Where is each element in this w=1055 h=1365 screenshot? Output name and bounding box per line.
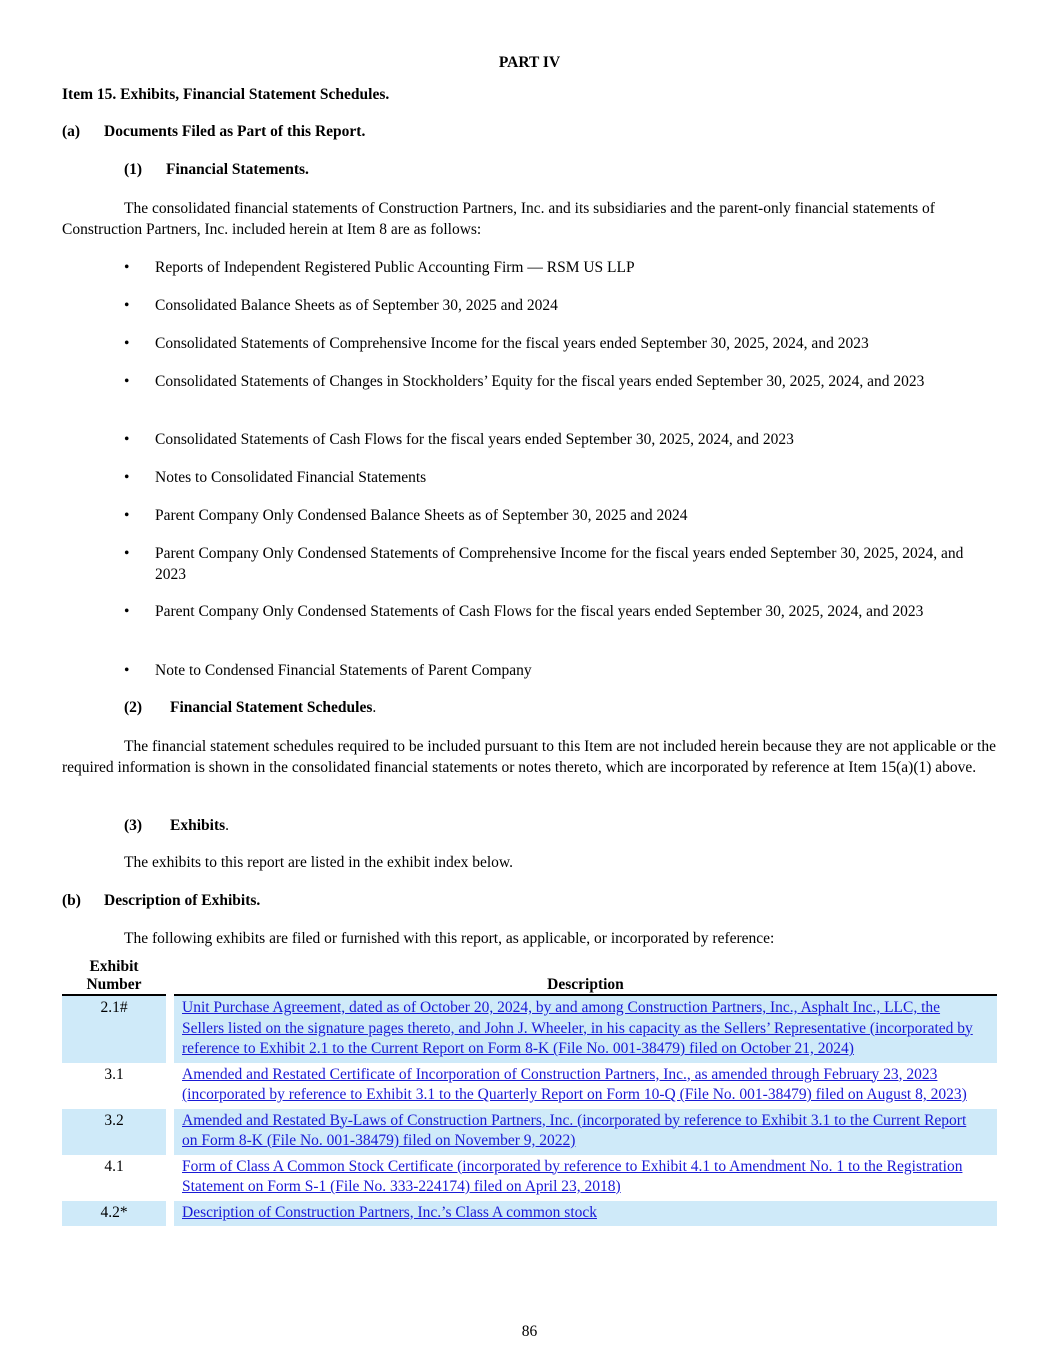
exhibit-description [174,1063,997,1109]
item-title: Item 15. Exhibits, Financial Statement Schedules. [62,86,390,103]
exhibit-description [174,1109,997,1155]
sub2-text: The financial statement schedules required to be included pursuant to this Item are not included herein because they are not applicable or the required information is shown in the consolidated financial statements or notes thereto, which are incorporated by reference at Item 15(a)(1) above. [62,738,996,776]
sub2-title: Financial Statement Schedules [170,699,373,716]
header-gap [166,958,174,996]
section-b-title: Description of Exhibits. [104,892,261,909]
exhibit-description [174,1201,997,1227]
section-b-intro: The following exhibits are filed or furnished with this report, as applicable, or incorporated by reference: [124,930,775,947]
exhibit-table-header [62,958,997,996]
exhibit-number: 3.2 [62,1109,166,1155]
exhibit-number: 2.1# [62,996,166,1063]
section-b-heading [62,892,261,910]
bullet-icon: • [124,335,130,352]
bullet-icon: • [124,469,130,486]
section-a-label: (a) [62,123,81,140]
exhibit-table-body [62,996,997,1226]
sub1-title: Financial Statements. [166,161,309,178]
sub1-label: (1) [124,161,143,178]
exhibit-gap [166,1109,174,1155]
bullet-text: Parent Company Only Condensed Balance Sheets as of September 30, 2025 and 2024 [155,507,688,524]
sub2-heading [124,699,377,717]
exhibit-description [174,1155,997,1201]
exhibit-number: 4.2* [62,1201,166,1227]
bullet-text: Notes to Consolidated Financial Statements [155,469,427,486]
exhibit-row [62,1109,997,1155]
header-exhibit-number [62,958,166,996]
section-a-heading [62,123,366,141]
page-number: 86 [521,1323,538,1340]
exhibit-row [62,996,997,1063]
bullet-text: Note to Condensed Financial Statements of Parent Company [155,662,532,679]
sub2-suffix: . [372,699,377,716]
exhibit-gap [166,1201,174,1227]
exhibit-row [62,1155,997,1201]
sub1-intro: The consolidated financial statements of Construction Partners, Inc. and its subsidiaries and the parent-only financial statements of Construction Partners, Inc. included herein at Item 8 are as follows: [62,200,935,238]
exhibit-gap [166,996,174,1063]
exhibit-row [62,1063,997,1109]
exhibit-description [174,996,997,1063]
exhibit-row [62,1201,997,1227]
bullet-text: Consolidated Statements of Comprehensive Income for the fiscal years ended September 30, 2025, 2024, and 2023 [155,335,869,352]
bullet-icon: • [124,545,130,562]
bullet-icon: • [124,507,130,524]
sub3-text: The exhibits to this report are listed in the exhibit index below. [124,854,513,871]
exhibit-gap [166,1155,174,1201]
bullet-icon: • [124,431,130,448]
bullet-text: Parent Company Only Condensed Statements of Cash Flows for the fiscal years ended September 30, 2025, 2024, and 2023 [155,603,924,620]
bullet-icon: • [124,662,130,679]
sub3-heading [124,817,230,835]
bullet-icon: • [124,603,130,620]
bullet-text: Reports of Independent Registered Public Accounting Firm — RSM US LLP [155,259,635,276]
sub3-suffix: . [225,817,230,834]
exhibit-link[interactable]: Amended and Restated Certificate of Incorporation of Construction Partners, Inc., as amended through February 23, 2023 (incorporated by reference to Exhibit 3.1 to the Quarterly Report on Form 10-Q (File No. 001-38479) filed on August 8, 2023) [182,1065,967,1103]
exhibit-link[interactable]: Description of Construction Partners, Inc.’s Class A common stock [182,1203,598,1221]
header-exhibit-line1: Exhibit [89,958,139,975]
bullet-text: Consolidated Balance Sheets as of September 30, 2025 and 2024 [155,297,558,314]
exhibit-gap [166,1063,174,1109]
exhibit-link[interactable]: Unit Purchase Agreement, dated as of October 20, 2024, by and among Construction Partners, Inc., Asphalt Inc., LLC, the Sellers listed on the signature pages thereto, and John J. Wheeler, in his capacity as the Sellers’ Representative (incorporated by reference to Exhibit 2.1 to the Current Report on Form 8-K (File No. 001-38479) filed on October 21, 2024) [182,999,973,1057]
exhibit-link[interactable]: Amended and Restated By-Laws of Construction Partners, Inc. (incorporated by reference to Exhibit 3.1 to the Current Report on Form 8-K (File No. 001-38479) filed on November 9, 2022) [182,1111,967,1149]
section-a-title: Documents Filed as Part of this Report. [104,123,366,140]
exhibit-number: 3.1 [104,1065,124,1083]
header-exhibit-line2: Number [86,976,142,993]
bullet-text: Parent Company Only Condensed Statements of Comprehensive Income for the fiscal years ended September 30, 2025, 2024, and 2023 [155,545,964,583]
header-description: Description [174,958,997,996]
bullet-icon: • [124,259,130,276]
section-b-label: (b) [62,892,81,909]
bullet-text: Consolidated Statements of Cash Flows for the fiscal years ended September 30, 2025, 2024, and 2023 [155,431,794,448]
sub1-heading [124,161,309,179]
bullet-icon: • [124,297,130,314]
part-title: PART IV [498,54,561,71]
sub2-label: (2) [124,699,143,716]
exhibit-number: 4.1 [104,1157,124,1175]
bullet-icon: • [124,373,130,390]
sub3-title: Exhibits [170,817,226,834]
sub3-label: (3) [124,817,143,834]
bullet-text: Consolidated Statements of Changes in Stockholders’ Equity for the fiscal years ended September 30, 2025, 2024, and 2023 [155,373,925,390]
exhibit-table [62,958,997,1226]
exhibit-link[interactable]: Form of Class A Common Stock Certificate (incorporated by reference to Exhibit 4.1 to Amendment No. 1 to the Registration Statement on Form S-1 (File No. 333-224174) filed on April 23, 2018) [182,1157,963,1195]
